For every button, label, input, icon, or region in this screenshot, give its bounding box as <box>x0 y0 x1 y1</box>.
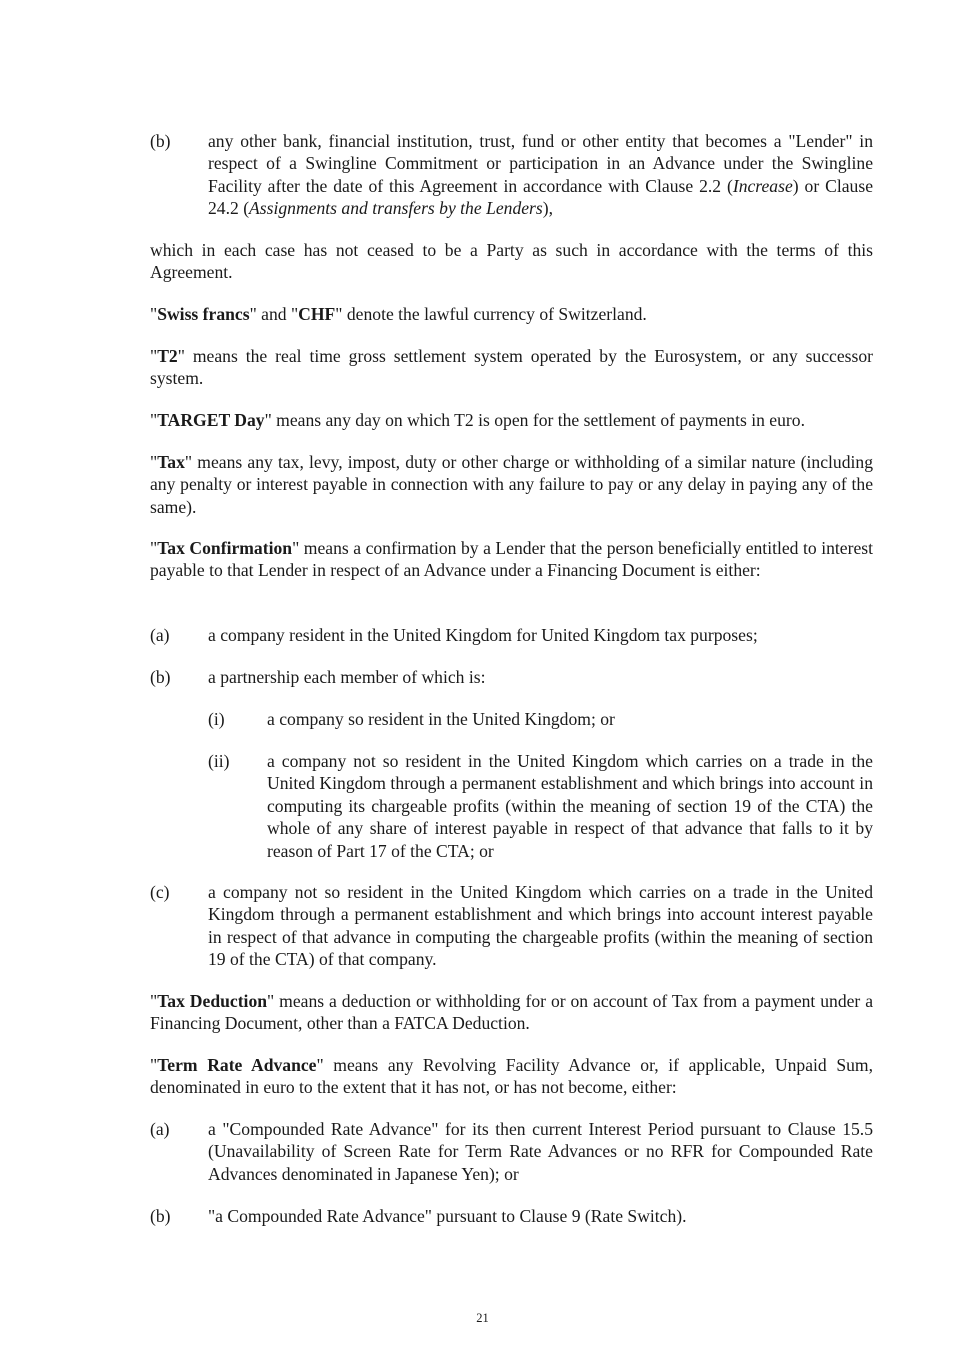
definition-tax: "Tax" means any tax, levy, impost, duty or other charge or withholding of a similar nature (including any penalty or interest payable in connection with any failure to pay or any delay in paying any of the same). <box>150 452 873 517</box>
item-label: (c) <box>150 882 170 902</box>
sub-item-text: a company not so resident in the United Kingdom which carries on a trade in the United Kingdom through a permanent establishment and which brings into account in computing its chargeable profits (within the meaning of section 19 of the CTA) the whole of any share of interest payable in respect of that advance that falls to it by reason of Part 17 of the CTA; or <box>267 751 873 861</box>
definition-target-day: "TARGET Day" means any day on which T2 is open for the settlement of payments in euro. <box>150 410 805 430</box>
item-text: a company not so resident in the United Kingdom which carries on a trade in the United Kingdom through a permanent establishment and which brings into account interest payable in respect of that advance in computing the chargeable profits (within the meaning of section 19 of the CTA) of that company. <box>208 882 873 970</box>
definition-term-rate-advance: "Term Rate Advance" means any Revolving Facility Advance or, if applicable, Unpaid Sum, denominated in euro to the extent that it has not, or has not become, either: <box>150 1055 873 1098</box>
item-label: (b) <box>150 131 171 151</box>
page-number: 21 <box>476 1311 489 1325</box>
item-text: any other bank, financial institution, trust, fund or other entity that becomes a "Lender" in respect of a Swingline Commitment or participation in an Advance under the Swingline Facility after the date of this Agreement in accordance with Clause 2.2 (Increase) or Clause 24.2 (Assignments and transfers by the Lenders), <box>208 131 873 219</box>
item-label: (b) <box>150 1206 171 1226</box>
item-text: a partnership each member of which is: <box>208 667 486 687</box>
item-label: (a) <box>150 1119 170 1139</box>
definition-swiss-francs: "Swiss francs" and "CHF" denote the lawful currency of Switzerland. <box>150 304 647 324</box>
definition-t2: "T2" means the real time gross settlement system operated by the Eurosystem, or any successor system. <box>150 346 873 389</box>
sub-item-label: (i) <box>208 709 225 729</box>
sub-item-label: (ii) <box>208 751 230 771</box>
definition-tax-deduction: "Tax Deduction" means a deduction or withholding for or on account of Tax from a payment under a Financing Document, other than a FATCA Deduction. <box>150 991 873 1034</box>
which-paragraph: which in each case has not ceased to be a Party as such in accordance with the terms of this Agreement. <box>150 240 873 283</box>
item-label: (a) <box>150 625 170 645</box>
item-text: "a Compounded Rate Advance" pursuant to Clause 9 (Rate Switch). <box>208 1206 687 1226</box>
sub-item-text: a company so resident in the United Kingdom; or <box>267 709 615 729</box>
item-label: (b) <box>150 667 171 687</box>
item-text: a "Compounded Rate Advance" for its then current Interest Period pursuant to Clause 15.5 (Unavailability of Screen Rate for Term Rate Advances or no RFR for Compounded Rate Advances denominated in Japanese Yen); or <box>208 1119 873 1184</box>
item-text: a company resident in the United Kingdom for United Kingdom tax purposes; <box>208 625 758 645</box>
definition-tax-confirmation: "Tax Confirmation" means a confirmation by a Lender that the person beneficially entitled to interest payable to that Lender in respect of an Advance under a Financing Document is either: <box>150 538 873 581</box>
